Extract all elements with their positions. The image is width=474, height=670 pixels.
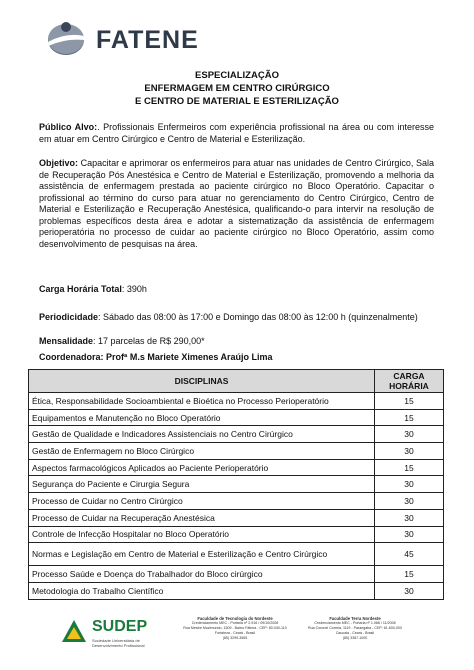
discipline-hours: 15 <box>375 393 444 410</box>
discipline-name: Segurança do Paciente e Cirurgia Segura <box>29 476 375 493</box>
table-row <box>29 526 444 543</box>
fatene-brand-text: FATENE <box>96 26 199 54</box>
discipline-name: Processo de Cuidar no Centro Cirúrgico <box>29 493 375 510</box>
discipline-hours: 15 <box>375 566 444 583</box>
title-line-3: E CENTRO DE MATERIAL E ESTERILIZAÇÃO <box>135 96 339 107</box>
discipline-hours: 15 <box>375 459 444 476</box>
mensalidade-label: Mensalidade <box>39 336 94 346</box>
table-row <box>29 459 444 476</box>
discipline-hours: 30 <box>375 443 444 460</box>
disciplinas-table <box>28 369 444 600</box>
footer-col2-line: Rua Coronel Correia, 1119 - Parangaba - CEP: 61.600-000 <box>308 626 402 630</box>
discipline-hours: 15 <box>375 409 444 426</box>
disciplinas-header: DISCIPLINAS <box>29 370 375 393</box>
publico-alvo-text: . Profissionais Enfermeiros com experiência profissional na área ou com interesse em atuar em Centro Cirúrgico e Centro de Material e Esterilização. <box>39 122 434 144</box>
discipline-name: Equipamentos e Manutenção no Bloco Operatório <box>29 409 375 426</box>
table-row <box>29 393 444 410</box>
footer-col1-line: Credenciamento MEC - Portaria nº 2.916 / 09/10/2008 <box>191 621 279 625</box>
objetivo-label: Objetivo: <box>39 158 79 168</box>
title-line-1: ESPECIALIZAÇÃO <box>195 70 279 81</box>
discipline-hours: 30 <box>375 509 444 526</box>
footer-col-terra-nordeste <box>300 616 410 641</box>
footer-col2-title: Faculdade Terra Nordeste <box>329 616 381 621</box>
discipline-hours: 30 <box>375 582 444 599</box>
footer-col1-title: Faculdade de Tecnologia do Nordeste <box>197 616 273 621</box>
discipline-hours: 45 <box>375 543 444 566</box>
carga-horaria-text: : 390h <box>121 284 147 294</box>
table-row <box>29 443 444 460</box>
objetivo-paragraph <box>39 158 434 250</box>
discipline-hours: 30 <box>375 476 444 493</box>
footer-col1-line: (85) 3299-3565 <box>222 636 248 640</box>
footer <box>60 612 440 658</box>
discipline-name: Metodologia do Trabalho Científico <box>29 582 375 599</box>
discipline-name: Normas e Legislação em Centro de Material e Esterilização e Centro Cirúrgico <box>29 543 375 566</box>
table-row <box>29 426 444 443</box>
objetivo-text: Capacitar e aprimorar os enfermeiros para atuar nas unidades de Centro Cirúrgico, Sala de Recuperação Pós Anestésica e Centro de Material e Esterilização, promovendo a melhoria da assistência de enfermagem prestada ao paciente cirúrgico no Bloco Operatório. Capacitar o profissional ao término do curso para atuar no gerenciamento do Centro Cirúrgico, Centro de Material e Esterilização e Recuperação Anestésica, qualificando-o para intervir na resolução de problemas específicos desta área e adotar a sistematização da assistência de enfermagem perioperatória no processo de cuidar ao paciente cirúrgico no Bloco Operatório, assim como desenvolvimento de pesquisas na área. <box>39 158 434 249</box>
table-row <box>29 493 444 510</box>
fatene-logo <box>44 18 234 58</box>
discipline-hours: 30 <box>375 526 444 543</box>
sudep-emblem-icon <box>60 618 88 646</box>
table-row <box>29 476 444 493</box>
discipline-name: Processo Saúde e Doença do Trabalhador do Bloco cirúrgico <box>29 566 375 583</box>
publico-alvo-label: Público Alvo: <box>39 122 98 132</box>
mensalidade <box>39 336 434 348</box>
sudep-tagline: Sociedade Universitária de Desenvolvimento Profissional <box>92 638 145 648</box>
footer-col2-line: Credenciamento MEC - Portaria nº 1.086 / 11/2008 <box>314 621 396 625</box>
mensalidade-text: : 17 parcelas de R$ 290,00* <box>93 336 205 346</box>
title-line-2: ENFERMAGEM EM CENTRO CIRÚRGICO <box>144 83 330 94</box>
footer-col1-line: Rua Mestre Mozimundo, 1509 - Bairro Fátima - CEP: 60.040-110 <box>183 626 287 630</box>
discipline-name: Ética, Responsabilidade Socioambiental e Bioética no Processo Perioperatório <box>29 393 375 410</box>
footer-col2-line: (85) 3387-1000 <box>342 636 368 640</box>
table-header-row <box>29 370 444 393</box>
carga-horaria <box>39 284 434 296</box>
discipline-hours: 30 <box>375 493 444 510</box>
discipline-name: Processo de Cuidar na Recuperação Anestésica <box>29 509 375 526</box>
carga-horaria-label: Carga Horária Total <box>39 284 122 294</box>
footer-col-fatene <box>180 616 290 641</box>
periodicidade <box>39 312 434 324</box>
sudep-logo <box>60 616 180 650</box>
periodicidade-label: Periodicidade <box>39 312 99 322</box>
publico-alvo-paragraph <box>39 122 434 145</box>
discipline-name: Controle de Infecção Hospitalar no Bloco Operatório <box>29 526 375 543</box>
table-row <box>29 409 444 426</box>
table-row <box>29 509 444 526</box>
discipline-hours: 30 <box>375 426 444 443</box>
sudep-name: SUDEP <box>92 618 148 635</box>
periodicidade-text: : Sábado das 08:00 às 17:00 e Domingo das 08:00 às 12:00 h (quinzenalmente) <box>98 312 418 322</box>
footer-col2-line: Caucaia - Ceará - Brasil <box>335 631 375 635</box>
table-row <box>29 566 444 583</box>
discipline-name: Aspectos farmacológicos Aplicados ao Paciente Perioperatório <box>29 459 375 476</box>
discipline-name: Gestão de Enfermagem no Bloco Cirúrgico <box>29 443 375 460</box>
table-row <box>29 582 444 599</box>
discipline-name: Gestão de Qualidade e Indicadores Assistenciais no Centro Cirúrgico <box>29 426 375 443</box>
table-row <box>29 543 444 566</box>
coordenadora: Coordenadora: Profª M.s Mariete Ximenes Araújo Lima <box>39 352 273 362</box>
footer-col1-line: Fortaleza - Ceará - Brasil <box>214 631 256 635</box>
carga-horaria-header: CARGA HORÁRIA <box>375 370 444 393</box>
fatene-emblem-icon <box>44 18 88 58</box>
